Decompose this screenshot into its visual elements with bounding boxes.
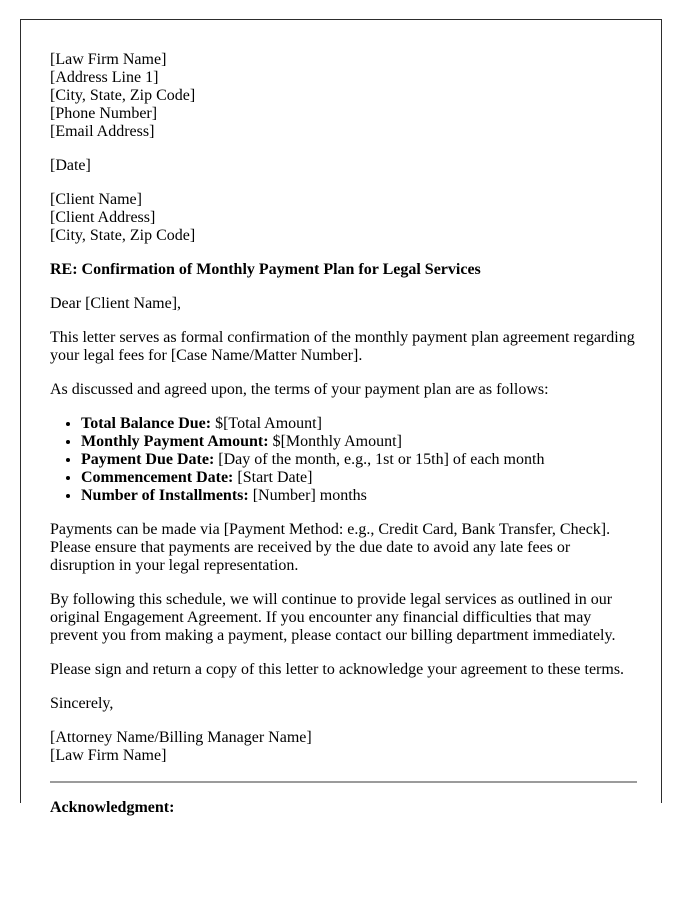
term-label: Number of Installments: xyxy=(81,487,249,504)
term-label: Monthly Payment Amount: xyxy=(81,433,269,450)
sender-phone: [Phone Number] xyxy=(50,105,158,122)
term-monthly-amount xyxy=(81,433,637,451)
subject-line: RE: Confirmation of Monthly Payment Plan for Legal Services xyxy=(50,261,481,278)
payment-terms-list xyxy=(50,415,637,505)
paragraph-sign-request: Please sign and return a copy of this letter to acknowledge your agreement to these terms. xyxy=(50,661,625,678)
closing: Sincerely, xyxy=(50,695,114,712)
term-value: $[Total Amount] xyxy=(215,415,322,432)
letter-page xyxy=(20,19,662,816)
acknowledgment-heading: Acknowledgment: xyxy=(50,799,175,816)
term-value: $[Monthly Amount] xyxy=(272,433,402,450)
term-label: Commencement Date: xyxy=(81,469,234,486)
term-total-balance xyxy=(81,415,637,433)
sender-email: [Email Address] xyxy=(50,123,155,140)
term-value: [Start Date] xyxy=(237,469,313,486)
sender-address-line: [Address Line 1] xyxy=(50,69,159,86)
recipient-address-line: [Client Address] xyxy=(50,209,156,226)
sender-address-block xyxy=(50,51,637,141)
signature-divider xyxy=(50,781,637,783)
date-line: [Date] xyxy=(50,157,91,174)
term-commencement-date xyxy=(81,469,637,487)
sender-firm-name: [Law Firm Name] xyxy=(50,51,167,68)
recipient-name: [Client Name] xyxy=(50,191,142,208)
recipient-address-block xyxy=(50,191,637,245)
sender-city-state-zip: [City, State, Zip Code] xyxy=(50,87,196,104)
paragraph-continuation: By following this schedule, we will continue to provide legal services as outlined in our original Engagement Agreement. If you encounter any financial difficulties that may prevent you from making a payment, please contact our billing department immediately. xyxy=(50,591,616,644)
term-value: [Day of the month, e.g., 1st or 15th] of each month xyxy=(218,451,545,468)
signature-attorney-name: [Attorney Name/Billing Manager Name] xyxy=(50,729,312,746)
paragraph-intro: This letter serves as formal confirmation of the monthly payment plan agreement regarding your legal fees for [Case Name/Matter Number]. xyxy=(50,329,635,364)
term-value: [Number] months xyxy=(252,487,367,504)
salutation: Dear [Client Name], xyxy=(50,295,182,312)
signature-block xyxy=(50,729,637,765)
term-due-date xyxy=(81,451,637,469)
term-label: Payment Due Date: xyxy=(81,451,215,468)
paragraph-payment-method: Payments can be made via [Payment Method: e.g., Credit Card, Bank Transfer, Check]. Please ensure that payments are received by the due date to avoid any late fees or disruption in your legal representation. xyxy=(50,521,611,574)
term-installments xyxy=(81,487,637,505)
paragraph-terms-intro: As discussed and agreed upon, the terms of your payment plan are as follows: xyxy=(50,381,549,398)
signature-firm-name: [Law Firm Name] xyxy=(50,747,167,764)
recipient-city-state-zip: [City, State, Zip Code] xyxy=(50,227,196,244)
term-label: Total Balance Due: xyxy=(81,415,212,432)
